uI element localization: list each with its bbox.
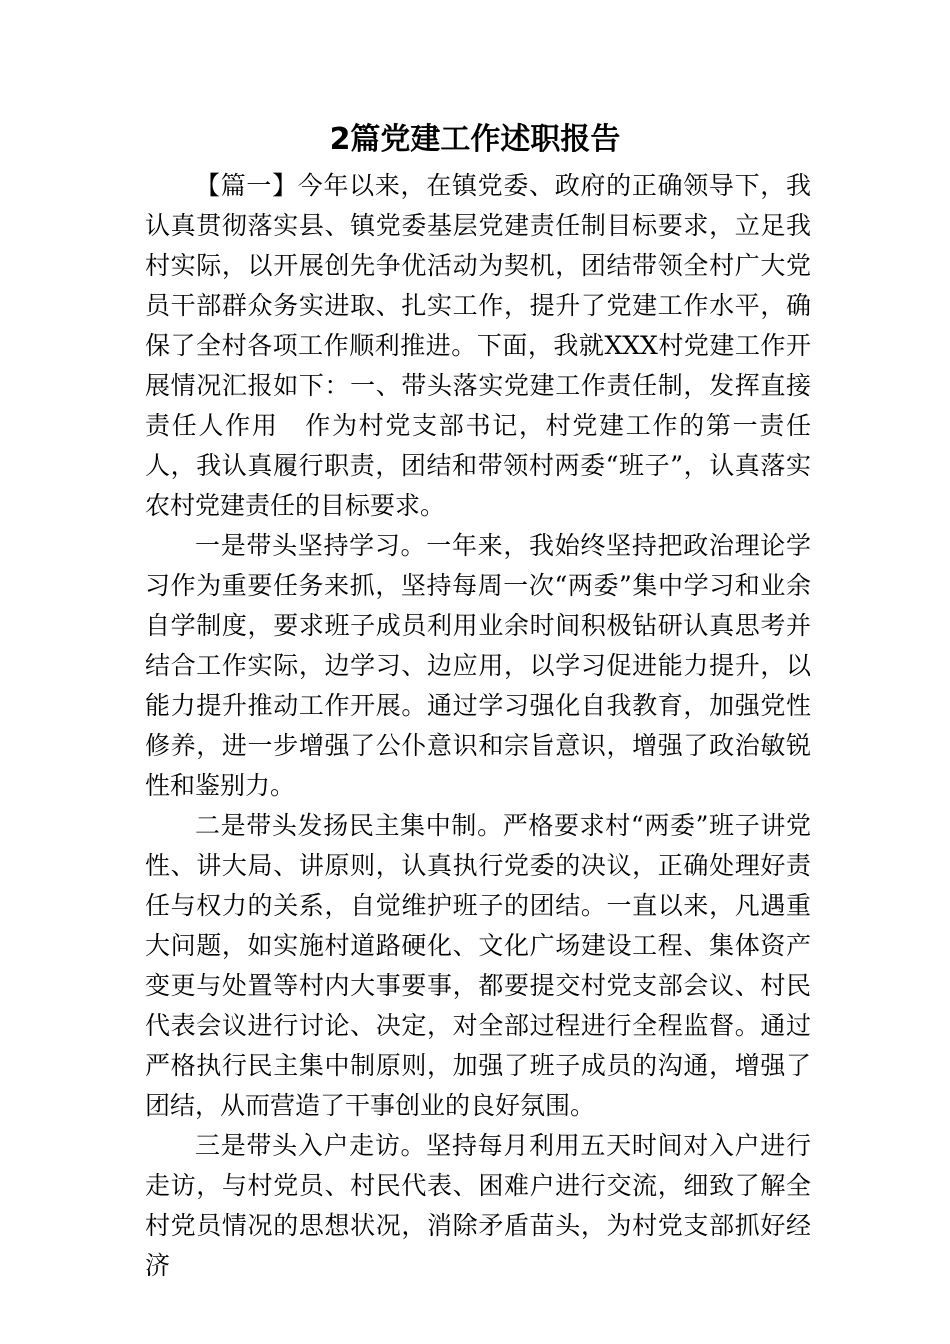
paragraph-1: 【篇一】今年以来，在镇党委、政府的正确领导下，我认真贯彻落实县、镇党委基层党建责任制目标要求，立足我村实际，以开展创先争优活动为契机，团结带领全村广大党员干部群众务实进取、扎实工作，提升了党建工作水平，确保了全村各项工作顺利推进。下面，我就XXX村党建工作开展情况汇报如下：一、带头落实党建工作责任制，发挥直接责任人作用 作为村党支部书记，村党建工作的第一责任人，我认真履行职责，团结和带领村两委“班子”，认真落实农村党建责任的目标要求。 [145, 171, 811, 520]
paragraph-2: 一是带头坚持学习。一年来，我始终坚持把政治理论学习作为重要任务来抓，坚持每周一次“两委”集中学习和业余自学制度，要求班子成员利用业余时间积极钻研认真思考并结合工作实际，边学习、边应用，以学习促进能力提升，以能力提升推动工作开展。通过学习强化自我教育，加强党性修养，进一步增强了公仆意识和宗旨意识，增强了政治敏锐性和鉴别力。 [145, 531, 811, 800]
paragraph-3: 二是带头发扬民主集中制。严格要求村“两委”班子讲党性、讲大局、讲原则，认真执行党委的决议，正确处理好责任与权力的关系，自觉维护班子的团结。一直以来，凡遇重大问题，如实施村道路硬化、文化广场建设工程、集体资产变更与处置等村内大事要事，都要提交村党支部会议、村民代表会议进行讨论、决定，对全部过程进行全程监督。通过严格执行民主集中制原则，加强了班子成员的沟通，增强了团结，从而营造了干事创业的良好氛围。 [145, 811, 811, 1120]
document-title: 2篇党建工作述职报告 [329, 122, 621, 157]
paragraph-4: 三是带头入户走访。坚持每月利用五天时间对入户进行走访，与村党员、村民代表、困难户进行交流，细致了解全村党员情况的思想状况，消除矛盾苗头，为村党支部抓好经济 [145, 1131, 811, 1280]
document-body [145, 166, 811, 1286]
